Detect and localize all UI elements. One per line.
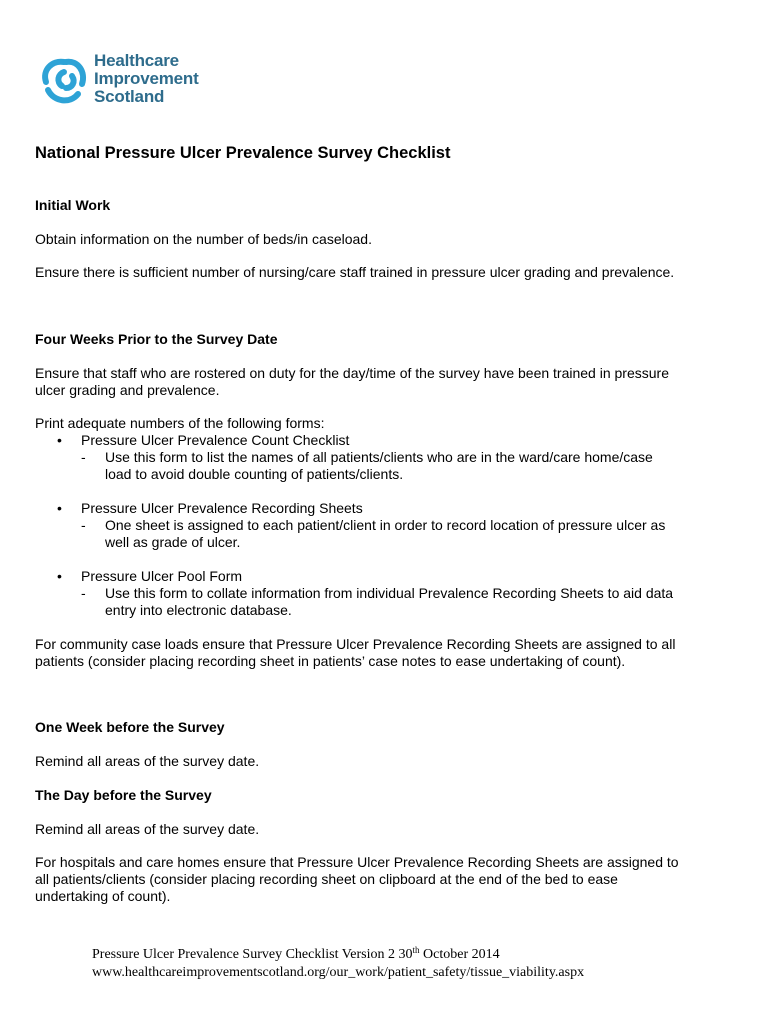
- paragraph: Remind all areas of the survey date.: [35, 753, 260, 769]
- paragraph: For community case loads ensure that Pressure Ulcer Prevalence Recording Sheets are assigned to all patients (consider placing recording sheet in patients’ case notes to ease undertaking of count).: [35, 636, 676, 669]
- sub-item-text: One sheet is assigned to each patient/client in order to record location of pressure ulcer as well as grade of ulcer.: [105, 517, 666, 550]
- bullet-mark: •: [57, 432, 62, 448]
- triskele-logo-icon: [36, 52, 92, 108]
- sub-item-text: Use this form to collate information from individual Prevalence Recording Sheets to aid data entry into electronic database.: [105, 585, 674, 618]
- bullet-mark: •: [57, 500, 62, 516]
- dash-mark: -: [81, 585, 86, 601]
- dash-mark: -: [81, 517, 86, 533]
- page-footer: [92, 946, 584, 982]
- bullet-label: Pressure Ulcer Prevalence Count Checklist: [81, 432, 350, 448]
- footer-url: www.healthcareimprovementscotland.org/our_work/patient_safety/tissue_viability.aspx: [92, 965, 585, 980]
- bullet-label: Pressure Ulcer Pool Form: [81, 568, 243, 584]
- logo-line-2: Improvement: [94, 69, 199, 88]
- paragraph: Print adequate numbers of the following forms:: [35, 415, 325, 431]
- sub-item-text: Use this form to list the names of all patients/clients who are in the ward/care home/case load to avoid double counting of patients/clients.: [105, 449, 653, 482]
- paragraph: Ensure there is sufficient number of nursing/care staff trained in pressure ulcer grading and prevalence.: [35, 264, 675, 280]
- footer-date-text: October 2014: [419, 947, 500, 962]
- paragraph: Obtain information on the number of beds/in caseload.: [35, 231, 372, 247]
- footer-version-line: [92, 946, 584, 964]
- heading-one-week: One Week before the Survey: [35, 719, 225, 735]
- paragraph: Ensure that staff who are rostered on duty for the day/time of the survey have been trained in pressure ulcer grading and prevalence.: [35, 365, 669, 398]
- logo-line-3: Scotland: [94, 87, 165, 106]
- heading-day-before: The Day before the Survey: [35, 787, 212, 803]
- paragraph: Remind all areas of the survey date.: [35, 821, 260, 837]
- dash-mark: -: [81, 449, 86, 465]
- logo-wordmark: [94, 52, 199, 106]
- paragraph: For hospitals and care homes ensure that Pressure Ulcer Prevalence Recording Sheets are assigned to all patients/clients (consider placing recording sheet on clipboard at the end of the bed to ease undertaking of count).: [35, 854, 679, 904]
- document-title: National Pressure Ulcer Prevalence Survey Checklist: [35, 144, 451, 162]
- bullet-mark: •: [57, 568, 62, 584]
- heading-four-weeks: Four Weeks Prior to the Survey Date: [35, 331, 278, 347]
- footer-version-text: Pressure Ulcer Prevalence Survey Checklist Version 2 30: [92, 947, 413, 962]
- logo-line-1: Healthcare: [94, 51, 179, 70]
- footer-superscript: th: [412, 945, 420, 955]
- heading-initial-work: Initial Work: [35, 197, 111, 213]
- bullet-label: Pressure Ulcer Prevalence Recording Sheets: [81, 500, 363, 516]
